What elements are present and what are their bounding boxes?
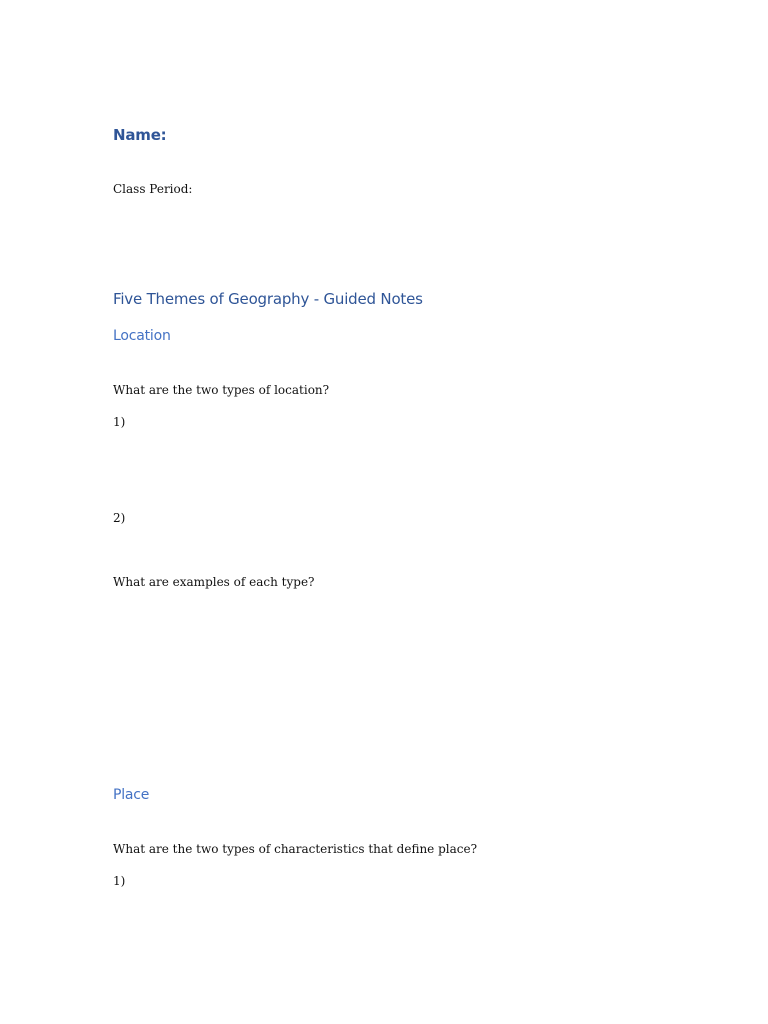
answer-item-2: 2) [113,511,126,525]
question-location-types: What are the two types of location? [113,383,330,397]
class-period-label: Class Period: [113,182,193,196]
section-heading-place: Place [113,787,150,803]
section-heading-location: Location [113,328,171,344]
document-title: Five Themes of Geography - Guided Notes [113,290,423,308]
question-place-characteristics: What are the two types of characteristics that define place? [113,842,478,856]
question-location-examples: What are examples of each type? [113,575,315,589]
name-label: Name: [113,126,167,144]
answer-item-1-place: 1) [113,874,126,888]
answer-item-1: 1) [113,415,126,429]
